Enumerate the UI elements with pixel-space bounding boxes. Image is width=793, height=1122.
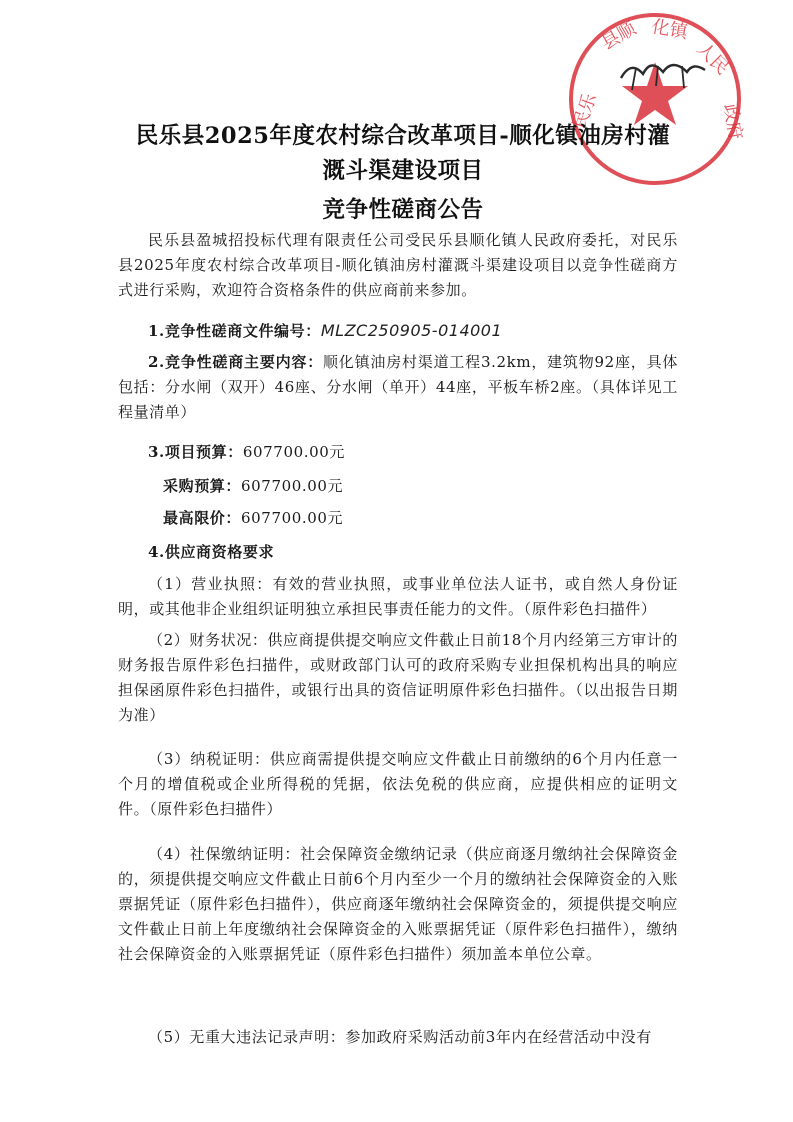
section-1-value: MLZC250905-014001 bbox=[320, 321, 503, 340]
doc-title-line1: 民乐县2025年度农村综合改革项目-顺化镇油房村灌 bbox=[135, 123, 671, 149]
svg-text:人民: 人民 bbox=[692, 38, 733, 79]
requirement-2: （2）财务状况：供应商提供提交响应文件截止日前18个月内经第三方审计的财务报告原件彩色扫描件，或财政部门认可的政府采购专业担保机构出具的响应担保函原件彩色扫描件，或银行出具的资信证明原件彩色扫描件。（以出报告日期为准） bbox=[118, 631, 678, 724]
max-price-label: 最高限价： bbox=[163, 509, 242, 527]
section-1-label: 1.竞争性磋商文件编号： bbox=[148, 322, 321, 340]
requirement-1: （1）营业执照：有效的营业执照，或事业单位法人证书，或自然人身份证明，或其他非企业组织证明独立承担民事责任能力的文件。（原件彩色扫描件） bbox=[118, 575, 678, 618]
svg-text:县顺: 县顺 bbox=[598, 18, 640, 55]
max-price-value: 607700.00元 bbox=[241, 509, 344, 527]
svg-text:政府: 政府 bbox=[719, 102, 744, 142]
section-4-heading bbox=[118, 540, 708, 565]
section-1 bbox=[118, 318, 708, 344]
section-4-label: 4.供应商资格要求 bbox=[148, 543, 275, 561]
requirement-5: （5）无重大违法记录声明：参加政府采购活动前3年内在经营活动中没有 bbox=[148, 1028, 652, 1046]
project-budget-label: 3.项目预算： bbox=[148, 443, 243, 461]
section-2-text: 顺化镇油房村渠道工程3.2km，建筑物92座，具体包括：分水闸（双开）46座、分水闸（单开）44座，平板车桥2座。（具体详见工程量清单） bbox=[118, 353, 678, 421]
section-3-procurement-budget bbox=[118, 474, 723, 499]
procurement-budget-value: 607700.00元 bbox=[241, 477, 344, 495]
requirement-4: （4）社保缴纳证明：社会保障资金缴纳记录（供应商逐月缴纳社会保障资金的，须提供提交响应文件截止日前6个月内至少一个月的缴纳社会保障资金的入账票据凭证（原件彩色扫描件），供应商逐年缴纳社会保障资金的，须提供提交响应文件截止日前上年度缴纳社会保障资金的入账票据凭证（原件彩色扫描件），缴纳社会保障资金的入账票据凭证（原件彩色扫描件）须加盖本单位公章。 bbox=[118, 845, 678, 963]
requirement-3: （3）纳税证明：供应商需提供提交响应文件截止日前缴纳的6个月内任意一个月的增值税或企业所得税的凭据，依法免税的供应商，应提供相应的证明文件。（原件彩色扫描件） bbox=[118, 750, 678, 818]
intro-paragraph: 民乐县盈城招投标代理有限责任公司受民乐县顺化镇人民政府委托，对民乐县2025年度农村综合改革项目-顺化镇油房村灌溉斗渠建设项目以竞争性磋商方式进行采购，欢迎符合资格条件的供应商前来参加。 bbox=[118, 231, 678, 299]
section-3-budget bbox=[118, 440, 708, 465]
doc-subtitle: 竞争性磋商公告 bbox=[322, 197, 484, 223]
section-3-max-price bbox=[118, 506, 723, 531]
svg-text:化镇: 化镇 bbox=[650, 16, 690, 44]
section-2 bbox=[118, 350, 678, 425]
svg-text:民乐: 民乐 bbox=[568, 90, 602, 132]
section-2-label: 2.竞争性磋商主要内容： bbox=[148, 353, 324, 371]
doc-title-line2: 溉斗渠建设项目 bbox=[322, 158, 484, 184]
procurement-budget-label: 采购预算： bbox=[163, 477, 242, 495]
project-budget-value: 607700.00元 bbox=[242, 443, 345, 461]
